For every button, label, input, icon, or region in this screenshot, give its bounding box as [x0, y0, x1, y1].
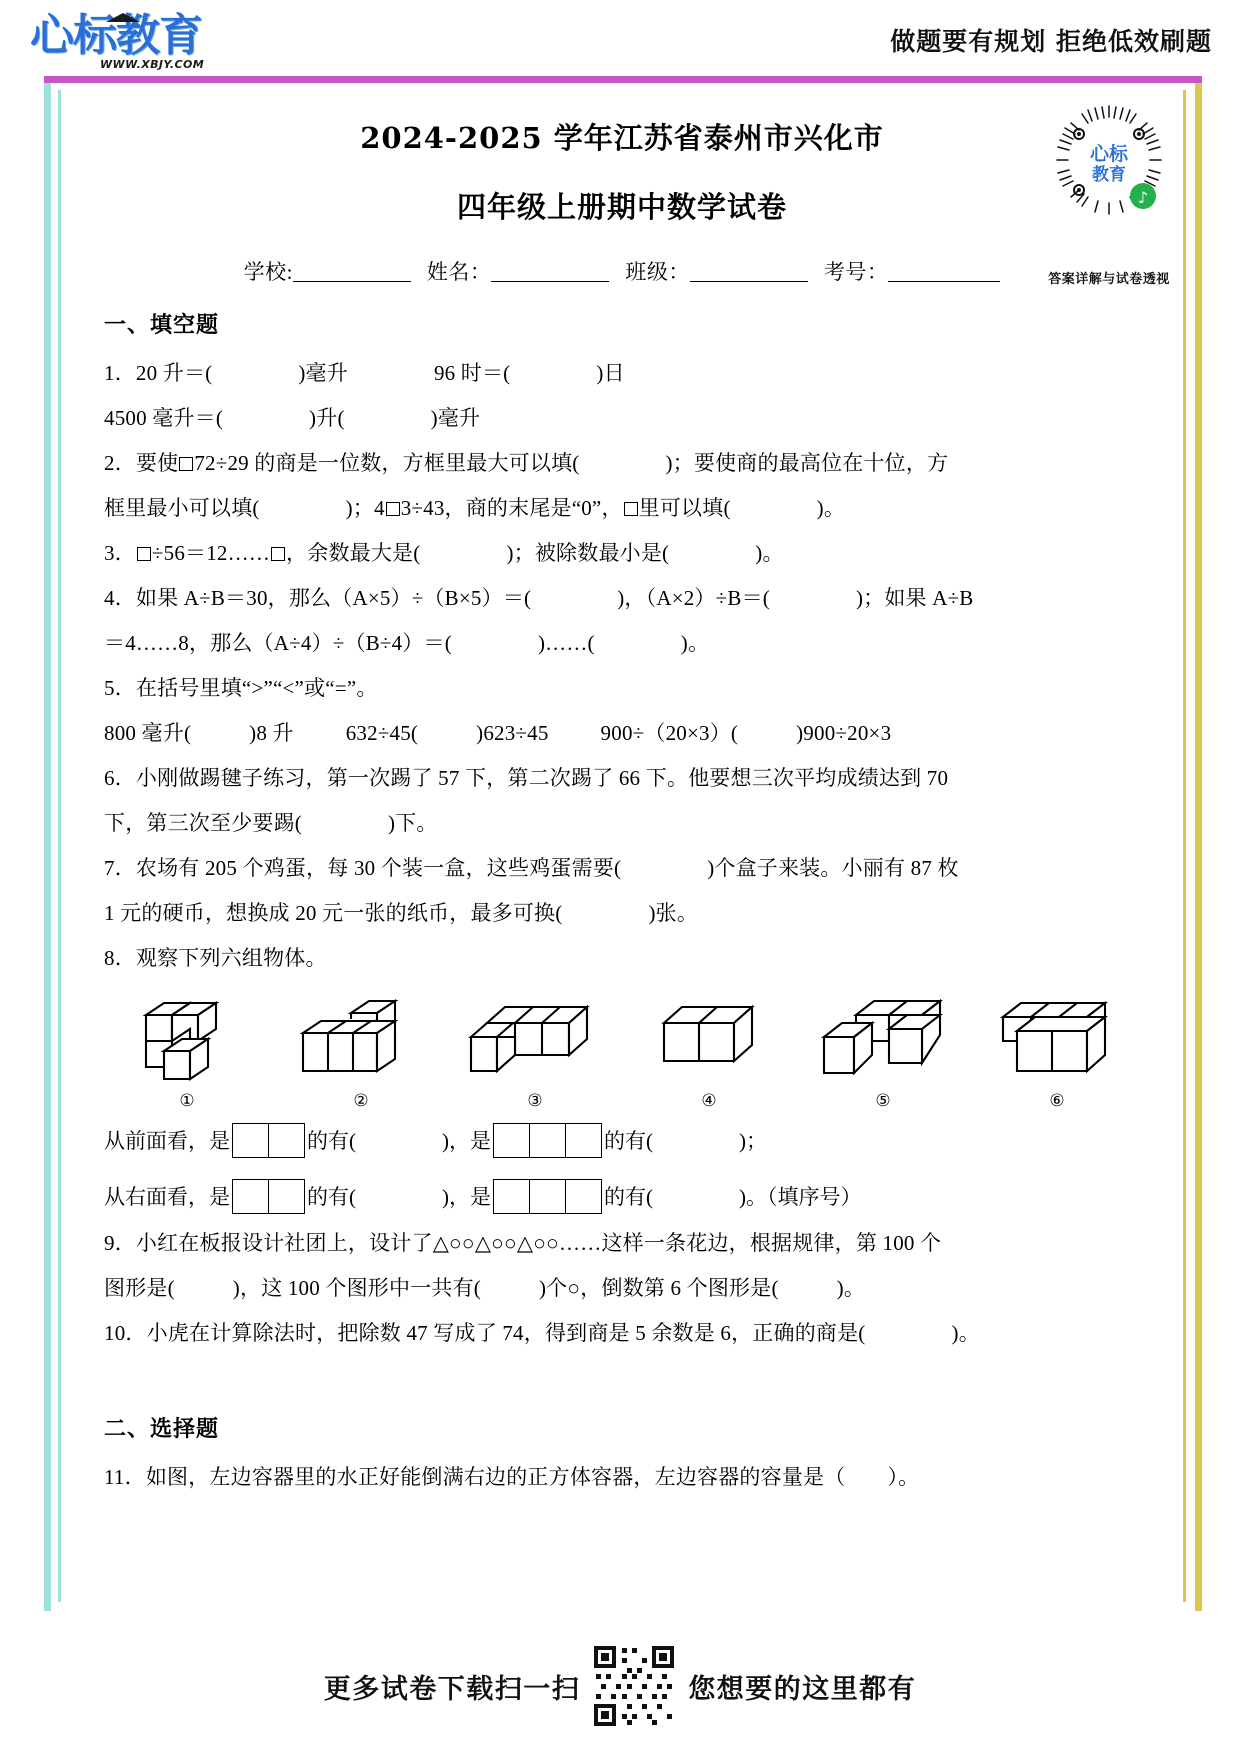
cube-label: ⑥	[1049, 1091, 1065, 1111]
svg-text:♪: ♪	[1137, 188, 1149, 207]
q7-text-b: )个盒子来装。小丽有 87 枚	[707, 856, 959, 880]
q1-text-c: 96 时＝(	[433, 361, 511, 385]
q2-text-b: 72÷29 的商是一位数，方框里最大可以填(	[194, 451, 580, 475]
q3-text-d: )；被除数最小是(	[506, 541, 670, 565]
q3-text-b: ÷56＝12……	[151, 541, 271, 565]
q9-text-d: )个○，倒数第 6 个图形是(	[538, 1276, 779, 1300]
q4-text-f: )。	[680, 631, 710, 655]
q4-text-b: )，（A×2）÷B＝(	[617, 586, 770, 610]
question-5-line1: 5．在括号里填“>”“<”或“=”。	[104, 676, 378, 700]
frame-top-bar	[44, 76, 1202, 83]
q5-text-g: )900÷20×3	[796, 721, 892, 745]
q2-text-a: 2．要使	[104, 451, 179, 475]
q8-right-text-5: )。（填序号）	[739, 1185, 862, 1209]
question-5-line2	[104, 713, 1144, 754]
q5-text-f: 900÷（20×3）(	[600, 721, 739, 745]
header-slogan: 做题要有规划 拒绝低效刷题	[890, 27, 1212, 56]
q4-text-e: )……(	[537, 631, 595, 655]
section-heading-multiple-choice: 二、选择题	[104, 1416, 220, 1442]
q6-text-b: 下，第三次至少要踢(	[104, 811, 302, 835]
q11-text-b: ）。	[887, 1465, 920, 1489]
box-placeholder-icon	[271, 547, 285, 561]
q2-text-g: 里可以填(	[638, 496, 731, 520]
grid-3cell-icon	[493, 1179, 602, 1214]
identity-row	[62, 256, 1182, 286]
q7-text-d: )张。	[648, 901, 699, 925]
footer-qr-code-icon[interactable]	[590, 1642, 678, 1730]
q7-text-a: 7．农场有 205 个鸡蛋，每 30 个装一盒，这些鸡蛋需要(	[104, 856, 622, 880]
question-6-line1: 6．小刚做踢毽子练习，第一次踢了 57 下，第二次踢了 66 下。他要想三次平均成绩达到 70	[104, 766, 949, 790]
q9-text-c: )，这 100 个图形中一共有(	[232, 1276, 481, 1300]
question-10	[104, 1313, 1144, 1354]
cube-label: ②	[353, 1091, 369, 1111]
q2-text-d: 框里最小可以填(	[104, 496, 260, 520]
question-8-front-view-line	[104, 1115, 1144, 1167]
brand-logo-url: WWW.XBJY.COM	[100, 58, 205, 71]
q1-text-d: )日	[596, 361, 625, 385]
question-4-line2	[104, 623, 1144, 664]
frame-left-inner	[58, 90, 61, 1602]
cube-label: ③	[527, 1091, 543, 1111]
question-2-line2	[104, 488, 1144, 529]
answer-qr-block[interactable]	[1044, 104, 1174, 287]
q10-text-b: )。	[951, 1321, 980, 1345]
question-7-line2	[104, 893, 1144, 934]
school-input[interactable]	[293, 263, 411, 282]
cube-label: ⑤	[875, 1091, 891, 1111]
q8-front-text-2: 的有(	[307, 1129, 356, 1153]
cube-figure-1	[112, 993, 262, 1111]
question-6-line2	[104, 803, 1144, 844]
name-input[interactable]	[491, 263, 609, 282]
q6-text-c: )下。	[388, 811, 438, 835]
brand-logo	[30, 12, 210, 74]
q5-text-b: 800 毫升(	[104, 721, 192, 745]
class-input[interactable]	[690, 263, 808, 282]
exam-no-label: 考号：	[823, 260, 889, 284]
q7-text-c: 1 元的硬币，想换成 20 元一张的纸币，最多可换(	[104, 901, 563, 925]
svg-text:心标: 心标	[1089, 143, 1129, 165]
q4-text-a: 4．如果 A÷B＝30，那么（A×5）÷（B×5）＝(	[104, 586, 532, 610]
q3-text-c: ，余数最大是(	[286, 541, 421, 565]
exam-no-input[interactable]	[888, 263, 1000, 282]
footer-right-text: 您想要的这里都有	[688, 1673, 917, 1705]
q8-front-text-5: )；	[739, 1129, 767, 1153]
frame-left-outer	[44, 83, 51, 1611]
box-placeholder-icon	[137, 547, 151, 561]
q8-front-text-1: 从前面看，是	[104, 1129, 230, 1153]
question-9-line1: 9．小红在板报设计社团上，设计了△○○△○○△○○……这样一条花边，根据规律，第 100 个	[104, 1231, 942, 1255]
question-4-line1	[104, 578, 1144, 619]
page-title-line1: 2024-2025 学年江苏省泰州市兴化市	[360, 121, 884, 155]
grid-3cell-icon	[493, 1123, 602, 1158]
cube-figures-row	[112, 993, 1144, 1111]
q4-text-d: ＝4……8，那么（A÷4）÷（B÷4）＝(	[104, 631, 452, 655]
question-3	[104, 533, 1144, 574]
cube-figure-5	[808, 993, 958, 1111]
question-7-line1	[104, 848, 1144, 889]
q1-text-e: 4500 毫升＝(	[104, 406, 224, 430]
q2-text-e: )；4	[345, 496, 385, 520]
grid-2cell-icon	[232, 1123, 305, 1158]
q9-text-e: )。	[836, 1276, 866, 1300]
question-9-line2	[104, 1268, 1144, 1309]
q3-text-a: 3．	[104, 541, 136, 565]
page-footer	[0, 1612, 1240, 1754]
q2-text-c: )；要使商的最高位在十位，方	[665, 451, 949, 475]
q8-right-text-1: 从右面看，是	[104, 1185, 230, 1209]
qr-caption: 答案详解与试卷透视	[1048, 272, 1170, 287]
q1-text-a: 1．20 升＝(	[104, 361, 213, 385]
box-placeholder-icon	[386, 502, 400, 516]
q5-text-d: 632÷45(	[345, 721, 419, 745]
question-8-prompt: 8．观察下列六组物体。	[104, 946, 327, 970]
class-label: 班级：	[625, 260, 690, 284]
cube-label: ④	[701, 1091, 717, 1111]
box-placeholder-icon	[624, 502, 638, 516]
q8-front-text-4: 的有(	[604, 1129, 653, 1153]
qr-code-icon[interactable]	[1053, 104, 1165, 216]
cube-label: ①	[179, 1091, 195, 1111]
question-8-right-view-line	[104, 1171, 1144, 1223]
q8-front-text-3: )，是	[442, 1129, 491, 1153]
name-label: 姓名：	[426, 260, 492, 284]
cube-figure-2	[286, 993, 436, 1111]
q9-text-b: 图形是(	[104, 1276, 175, 1300]
brand-logo-text: 心标教育	[30, 10, 202, 61]
question-1-line1	[104, 353, 1144, 394]
box-placeholder-icon	[179, 457, 193, 471]
cube-figure-6	[982, 993, 1132, 1111]
question-11	[104, 1457, 1144, 1498]
svg-text:教育: 教育	[1092, 165, 1126, 185]
question-content	[104, 308, 1144, 1502]
q11-text-a: 11．如图，左边容器里的水正好能倒满右边的正方体容器，左边容器的容量是（	[104, 1465, 846, 1489]
page-title-line2: 四年级上册期中数学试卷	[456, 190, 787, 224]
q8-right-text-2: 的有(	[307, 1185, 356, 1209]
q2-text-f: 3÷43，商的末尾是“0”，	[400, 496, 623, 520]
q1-text-f: )升(	[309, 406, 345, 430]
q2-text-h: )。	[816, 496, 846, 520]
question-1-line2	[104, 398, 1144, 439]
frame-right-inner	[1183, 90, 1186, 1602]
q3-text-e: )。	[755, 541, 784, 565]
q8-right-text-4: 的有(	[604, 1185, 653, 1209]
q1-text-g: )毫升	[430, 406, 481, 430]
question-2-line1	[104, 443, 1144, 484]
q1-text-b: )毫升	[298, 361, 348, 385]
footer-left-text: 更多试卷下载扫一扫	[323, 1673, 581, 1705]
cube-figure-4	[634, 993, 784, 1111]
q8-right-text-3: )，是	[442, 1185, 491, 1209]
section-heading-fill-in-blank: 一、填空题	[104, 312, 220, 338]
exam-paper	[62, 90, 1182, 1590]
q5-text-c: )8 升	[249, 721, 294, 745]
frame-right-outer	[1195, 83, 1202, 1611]
school-label: 学校:	[243, 260, 293, 284]
q4-text-c: )；如果 A÷B	[855, 586, 974, 610]
graduation-cap-icon	[106, 13, 140, 25]
cube-figure-3	[460, 993, 610, 1111]
page-header	[0, 0, 1240, 82]
q5-text-e: )623÷45	[476, 721, 549, 745]
grid-2cell-icon	[232, 1179, 305, 1214]
q10-text-a: 10．小虎在计算除法时，把除数 47 写成了 74，得到商是 5 余数是 6，正确的商是(	[104, 1321, 866, 1345]
